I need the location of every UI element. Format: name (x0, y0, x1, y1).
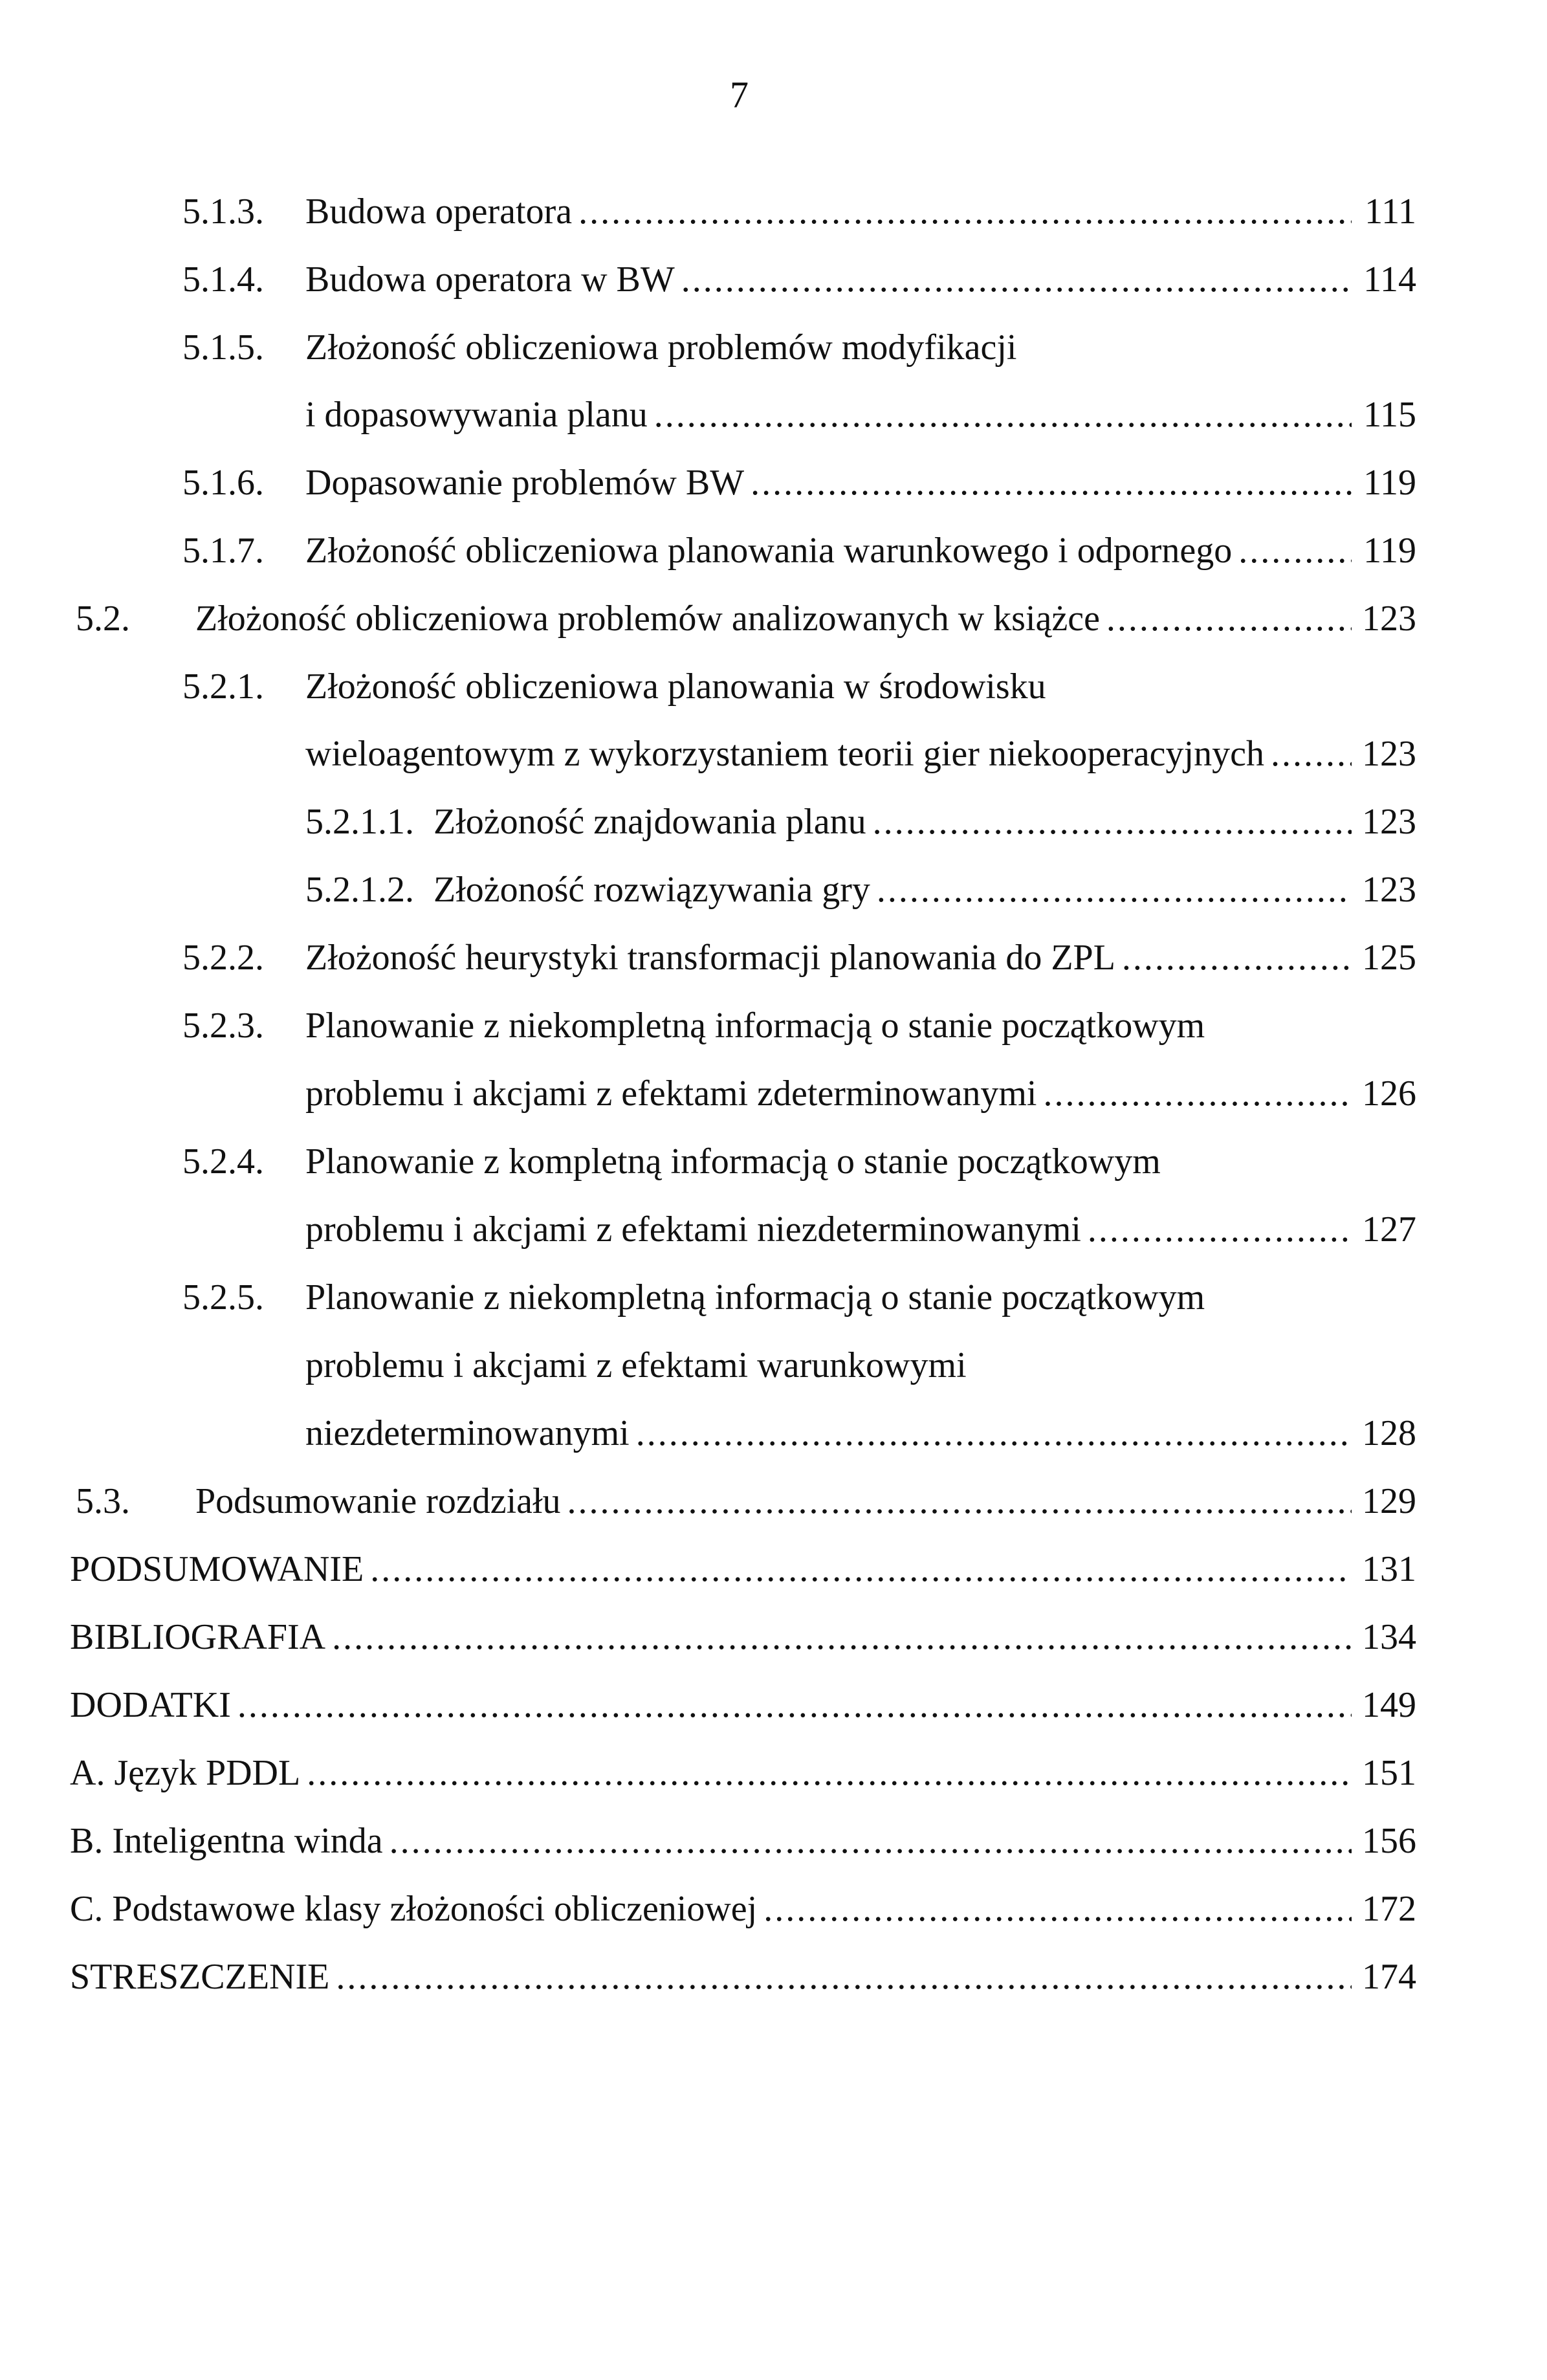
toc-entry-title: B. Inteligentna winda (70, 1821, 383, 1861)
toc-entry-title: Budowa operatora (305, 192, 573, 232)
toc-entry-5-1-5-continuation[interactable] (305, 389, 1416, 441)
toc-entry-5-2-4[interactable] (182, 1136, 1161, 1187)
toc-entry-page: 129 (1362, 1481, 1416, 1521)
toc-entry-title: Planowanie z niekompletną informacją o stanie początkowym (305, 1006, 1205, 1046)
toc-entry-page: 123 (1362, 802, 1416, 842)
toc-entry-page: 115 (1363, 395, 1416, 435)
toc-entry-title: Złożoność obliczeniowa planowania w środowisku (305, 667, 1046, 707)
toc-entry-page: 149 (1362, 1685, 1416, 1725)
toc-entry-5-3[interactable] (76, 1475, 1416, 1527)
toc-entry-5-2-1-1[interactable] (305, 796, 1416, 848)
toc-entry-5-1-6[interactable] (182, 457, 1416, 509)
toc-entry-title: Planowanie z kompletną informacją o stanie początkowym (305, 1141, 1161, 1182)
toc-entry-page: 119 (1363, 463, 1416, 503)
toc-entry-title: Złożoność obliczeniowa planowania warunkowego i odpornego (305, 531, 1233, 571)
toc-entry-page: 127 (1362, 1209, 1416, 1250)
toc-leader-dots (1271, 728, 1352, 780)
toc-entry-page: 156 (1362, 1821, 1416, 1861)
toc-leader-dots (654, 389, 1352, 441)
toc-entry-number: 5.1.4. (182, 259, 264, 300)
toc-entry-number: 5.2.1. (182, 667, 264, 707)
toc-entry-title: problemu i akcjami z efektami niezdeterminowanymi (305, 1209, 1081, 1250)
toc-entry-page: 134 (1362, 1617, 1416, 1657)
toc-leader-dots (636, 1407, 1352, 1459)
toc-entry-page: 172 (1362, 1889, 1416, 1929)
toc-entry-title: DODATKI (70, 1685, 231, 1725)
toc-entry-number: 5.1.7. (182, 531, 264, 571)
toc-entry-title: BIBLIOGRAFIA (70, 1617, 326, 1657)
toc-entry-number: 5.2. (76, 599, 130, 639)
toc-leader-dots (751, 457, 1352, 509)
page-number: 7 (730, 74, 749, 116)
toc-entry-page: 131 (1362, 1549, 1416, 1589)
toc-entry-5-2-1[interactable] (182, 661, 1046, 712)
toc-leader-dots (370, 1543, 1352, 1595)
toc-leader-dots (1088, 1204, 1352, 1255)
toc-entry-number: 5.1.3. (182, 192, 264, 232)
toc-leader-dots (332, 1611, 1352, 1663)
toc-leader-dots (1043, 1068, 1352, 1119)
toc-entry-page: 174 (1362, 1957, 1416, 1997)
toc-entry-5-1-3[interactable] (182, 186, 1416, 237)
toc-leader-dots (763, 1883, 1352, 1935)
toc-entry-page: 125 (1362, 938, 1416, 978)
toc-entry-page: 151 (1362, 1753, 1416, 1793)
toc-entry-title: Złożoność obliczeniowa problemów analizowanych w książce (195, 599, 1100, 639)
toc-entry-streszczenie[interactable] (70, 1951, 1416, 2003)
toc-entry-5-2-5[interactable] (182, 1272, 1205, 1323)
toc-entry-number: 5.2.1.2. (305, 870, 414, 910)
toc-entry-number: 5.2.4. (182, 1141, 264, 1182)
toc-entry-5-2-1-2[interactable] (305, 864, 1416, 916)
toc-entry-5-2[interactable] (76, 593, 1416, 645)
toc-leader-dots (873, 796, 1352, 848)
toc-entry-title: C. Podstawowe klasy złożoności obliczeniowej (70, 1889, 758, 1929)
toc-leader-dots (1238, 525, 1352, 577)
toc-entry-title: i dopasowywania planu (305, 395, 648, 435)
toc-entry-5-2-5-continuation[interactable] (305, 1339, 967, 1391)
toc-entry-5-1-4[interactable] (182, 254, 1416, 305)
toc-entry-title: PODSUMOWANIE (70, 1549, 364, 1589)
toc-entry-page: 126 (1362, 1074, 1416, 1114)
toc-entry-number: 5.2.1.1. (305, 802, 414, 842)
toc-leader-dots (336, 1951, 1352, 2003)
toc-entry-title: wieloagentowym z wykorzystaniem teorii gier niekooperacyjnych (305, 734, 1264, 774)
toc-leader-dots (681, 254, 1352, 305)
toc-entry-bibliografia[interactable] (70, 1611, 1416, 1663)
toc-entry-title: STRESZCZENIE (70, 1957, 330, 1997)
toc-leader-dots (389, 1815, 1352, 1867)
toc-entry-title: Złożoność znajdowania planu (433, 802, 866, 842)
toc-entry-title: problemu i akcjami z efektami warunkowymi (305, 1345, 967, 1385)
toc-entry-title: problemu i akcjami z efektami zdeterminowanymi (305, 1074, 1037, 1114)
toc-entry-5-2-5-continuation[interactable] (305, 1407, 1416, 1459)
toc-entry-number: 5.1.5. (182, 327, 264, 368)
toc-leader-dots (578, 186, 1352, 237)
toc-entry-title: Planowanie z niekompletną informacją o stanie początkowym (305, 1277, 1205, 1317)
toc-leader-dots (567, 1475, 1352, 1527)
toc-leader-dots (1106, 593, 1352, 645)
toc-entry-page: 123 (1362, 599, 1416, 639)
toc-entry-page: 114 (1363, 259, 1416, 300)
toc-entry-5-2-2[interactable] (182, 932, 1416, 984)
toc-entry-page: 123 (1362, 734, 1416, 774)
toc-entry-number: 5.3. (76, 1481, 130, 1521)
toc-entry-page: 123 (1362, 870, 1416, 910)
toc-entry-title: A. Język PDDL (70, 1753, 301, 1793)
toc-entry-dodatki[interactable] (70, 1679, 1416, 1731)
toc-entry-5-2-4-continuation[interactable] (305, 1204, 1416, 1255)
toc-entry-page: 111 (1365, 192, 1416, 232)
toc-entry-title: Podsumowanie rozdziału (195, 1481, 561, 1521)
toc-entry-podsumowanie[interactable] (70, 1543, 1416, 1595)
toc-entry-title: Złożoność heurystyki transformacji planowania do ZPL (305, 938, 1115, 978)
toc-entry-5-1-7[interactable] (182, 525, 1416, 577)
toc-entry-title: Budowa operatora w BW (305, 259, 675, 300)
toc-entry-appendix-c[interactable] (70, 1883, 1416, 1935)
toc-entry-page: 119 (1363, 531, 1416, 571)
toc-entry-title: Złożoność obliczeniowa problemów modyfikacji (305, 327, 1017, 368)
toc-entry-appendix-a[interactable] (70, 1747, 1416, 1799)
toc-entry-5-2-3[interactable] (182, 1000, 1205, 1052)
toc-entry-title: niezdeterminowanymi (305, 1413, 630, 1453)
toc-entry-5-2-1-continuation[interactable] (305, 728, 1416, 780)
toc-entry-title: Dopasowanie problemów BW (305, 463, 745, 503)
toc-entry-5-2-3-continuation[interactable] (305, 1068, 1416, 1119)
toc-leader-dots (237, 1679, 1352, 1731)
toc-leader-dots (877, 864, 1352, 916)
toc-entry-title: Złożoność rozwiązywania gry (433, 870, 870, 910)
toc-entry-5-1-5[interactable] (182, 322, 1016, 373)
toc-leader-dots (307, 1747, 1352, 1799)
toc-entry-number: 5.2.2. (182, 938, 264, 978)
toc-leader-dots (1122, 932, 1352, 984)
toc-entry-number: 5.2.5. (182, 1277, 264, 1317)
toc-entry-number: 5.2.3. (182, 1006, 264, 1046)
toc-entry-appendix-b[interactable] (70, 1815, 1416, 1867)
toc-entry-number: 5.1.6. (182, 463, 264, 503)
toc-entry-page: 128 (1362, 1413, 1416, 1453)
